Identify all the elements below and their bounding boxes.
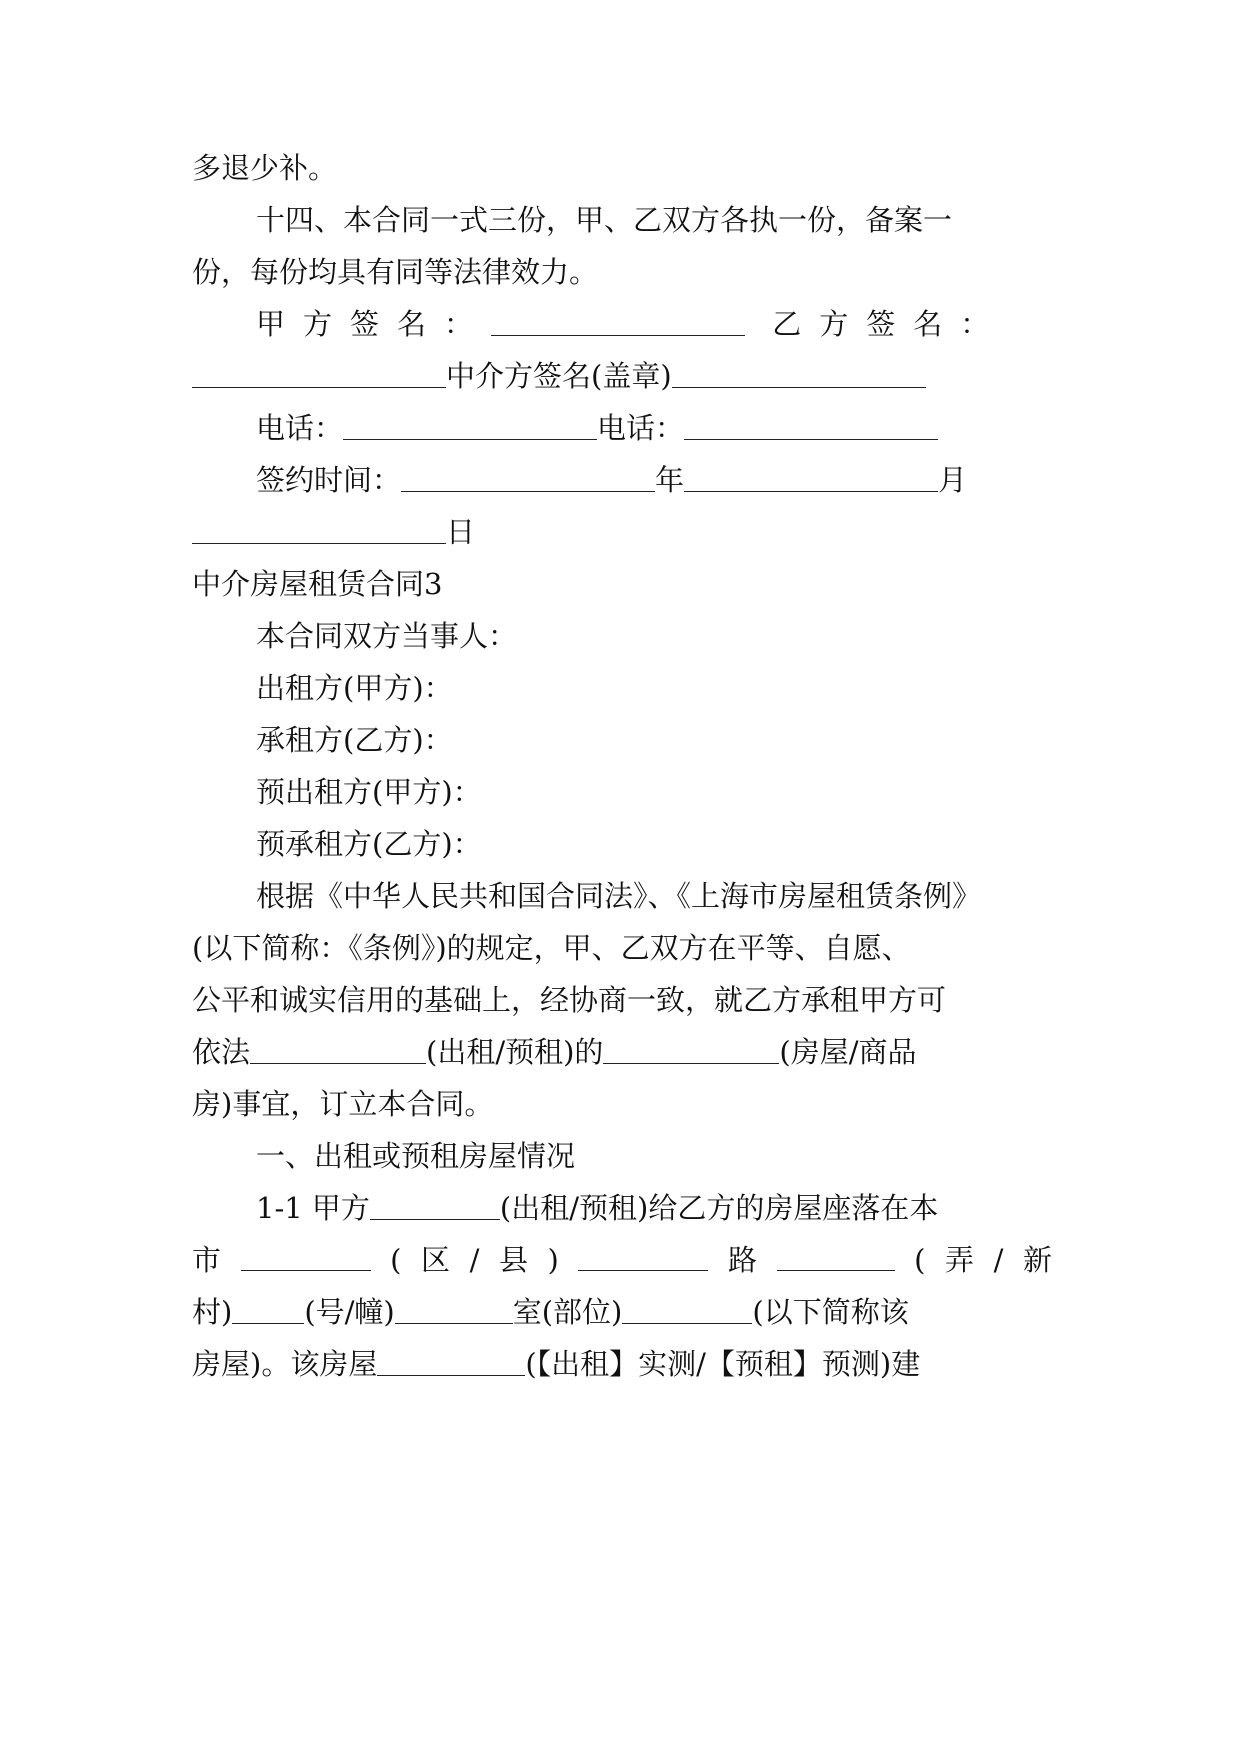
preamble-text-a: 依法 [192, 1035, 251, 1069]
house-text: 房屋)。该房屋 [192, 1347, 378, 1381]
year-label: 年 [655, 463, 685, 497]
party-b-signature-label: 乙方签名： [772, 307, 1008, 341]
article-1-heading: 一、出租或预租房屋情况 [256, 1139, 576, 1173]
month-label: 月 [938, 463, 968, 497]
rent-type-blank [250, 1033, 426, 1064]
clause-1-1-text-b: (出租/预租)给乙方的房屋座落在本 [499, 1191, 939, 1225]
lessee-line: 承租方(乙方)： [256, 723, 453, 757]
paren-open: ( [390, 1243, 402, 1277]
measure-text: (【出租】实测/【预租】预测)建 [525, 1347, 921, 1381]
pre-lessee-line: 预承租方(乙方)： [256, 827, 482, 861]
district-label: 区 [421, 1243, 451, 1277]
day-label: 日 [446, 515, 476, 549]
parties-heading: 本合同双方当事人： [256, 619, 518, 653]
day-blank [192, 513, 446, 544]
signature-line-parties [256, 304, 1052, 344]
party-b-signature-blank [192, 357, 446, 388]
phone-b-blank [684, 409, 938, 440]
slash-2: / [993, 1243, 1004, 1277]
district-blank [241, 1240, 371, 1271]
preamble-line4 [192, 1032, 1052, 1072]
number-label: (号/幢) [304, 1295, 395, 1329]
preamble-line1: 根据《中华人民共和国合同法》、《上海市房屋租赁条例》 [256, 879, 982, 913]
party-a-signature-label: 甲方签名： [256, 307, 492, 341]
clause-1-1-line3 [192, 1292, 1052, 1332]
phone-line [256, 408, 1052, 448]
county-label: 县 [498, 1243, 528, 1277]
clause-14-line2: 份，每份均具有同等法律效力。 [192, 255, 599, 289]
lane-blank [777, 1240, 895, 1271]
clause-14-line1: 十四、本合同一式三份，甲、乙双方各执一份，备案一 [256, 203, 953, 237]
new-village-label: 新 [1022, 1243, 1052, 1277]
slash: / [469, 1243, 480, 1277]
preamble-line5: 房)事宜，订立本合同。 [192, 1087, 494, 1121]
preamble-text-b: (出租/预租)的 [426, 1035, 604, 1069]
party-a-signature-blank [491, 305, 745, 336]
clause-1-1-line1 [256, 1188, 1052, 1228]
agent-signature-label: 中介方签名(盖章) [446, 359, 672, 393]
area-blank [377, 1345, 525, 1376]
clause-1-1-text-a: 1-1 甲方 [256, 1191, 370, 1225]
phone-a-blank [343, 409, 597, 440]
abbrev-text: (以下简称该 [752, 1295, 909, 1329]
part-blank [622, 1293, 752, 1324]
clause-1-1-blank-a [370, 1189, 500, 1220]
sign-time-line [256, 460, 1052, 500]
preamble-line3: 公平和诚实信用的基础上，经协商一致，就乙方承租甲方可 [192, 983, 947, 1017]
day-line [192, 512, 1052, 552]
paren-close: ) [547, 1243, 559, 1277]
sign-time-label: 签约时间： [256, 463, 402, 497]
pre-lessor-line: 预出租方(甲方)： [256, 775, 482, 809]
property-type-blank [603, 1033, 779, 1064]
road-blank [578, 1240, 708, 1271]
room-label: 室(部位) [512, 1295, 623, 1329]
paren-open-2: ( [914, 1243, 926, 1277]
preamble-text-c: (房屋/商品 [779, 1035, 917, 1069]
village-close: 村) [192, 1295, 233, 1329]
signature-line-agent [192, 356, 1052, 396]
lessor-line: 出租方(甲方)： [256, 671, 453, 705]
clause-1-1-line4 [192, 1344, 1052, 1384]
text-line: 多退少补。 [192, 151, 338, 185]
phone-a-label: 电话： [256, 411, 344, 445]
road-label: 路 [727, 1243, 757, 1277]
lane-label: 弄 [945, 1243, 975, 1277]
agent-signature-blank [672, 357, 926, 388]
preamble-line2: (以下简称：《条例》)的规定，甲、乙双方在平等、自愿、 [192, 931, 911, 965]
city-label: 市 [192, 1243, 222, 1277]
year-blank [401, 461, 655, 492]
number-blank [232, 1293, 304, 1324]
room-blank [395, 1293, 513, 1324]
section-title: 中介房屋租赁合同3 [192, 567, 443, 601]
month-blank [684, 461, 938, 492]
phone-b-label: 电话： [597, 411, 685, 445]
clause-1-1-line2 [192, 1240, 1052, 1280]
